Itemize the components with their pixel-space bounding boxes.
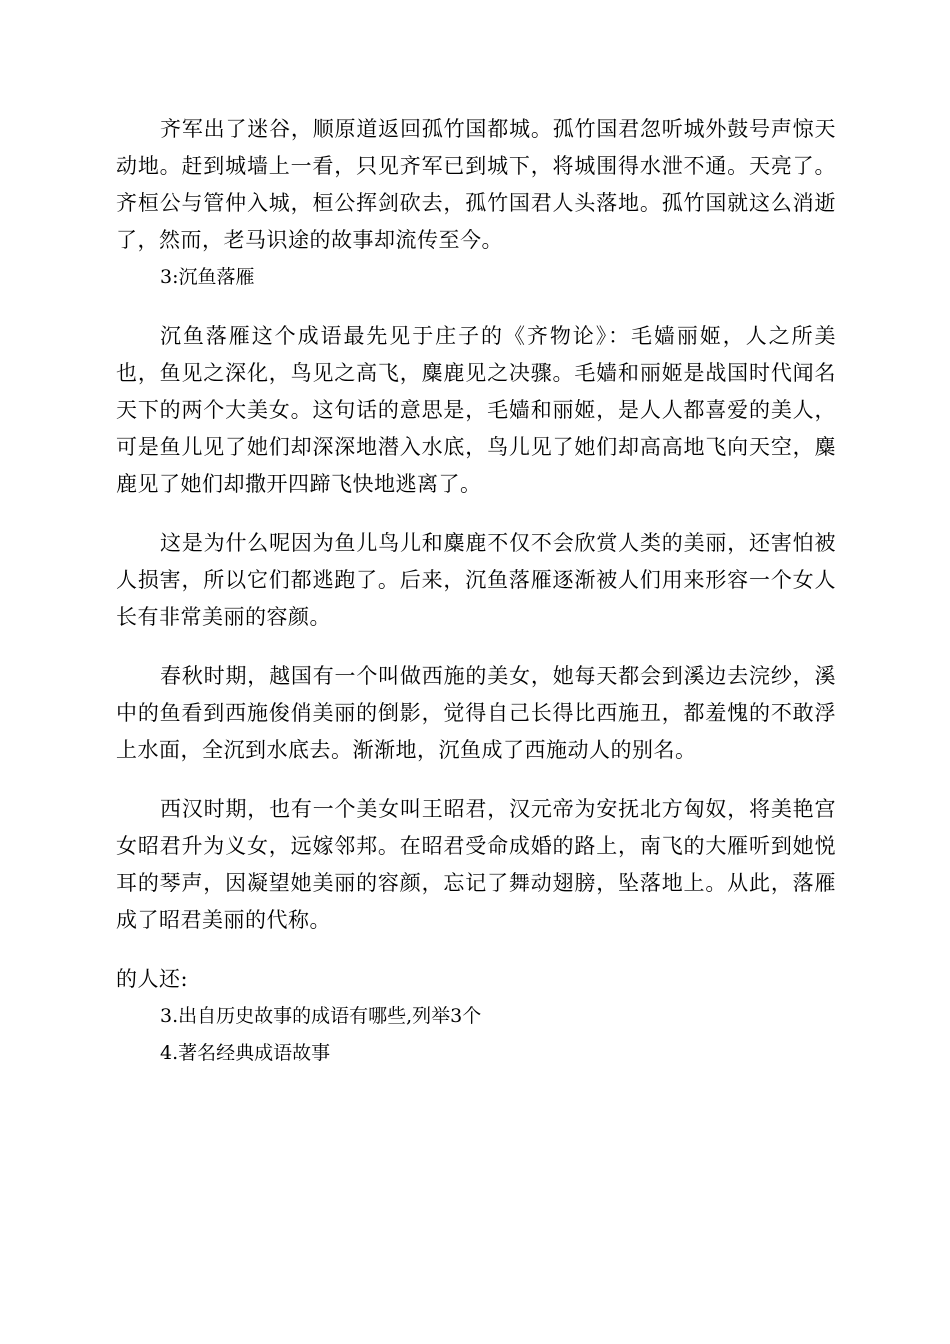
paragraph-chenyu-explanation: 这是为什么呢因为鱼儿鸟儿和麋鹿不仅不会欣赏人类的美丽，还害怕被人损害，所以它们都逃跑了。后来，沉鱼落雁逐渐被人们用来形容一个女人长有非常美丽的容颜。 <box>116 531 836 629</box>
paragraph-xishi: 春秋时期，越国有一个叫做西施的美女，她每天都会到溪边去浣纱，溪中的鱼看到西施俊俏美丽的倒影，觉得自己长得比西施丑，都羞愧的不敢浮上水面，全沉到水底去。渐渐地，沉鱼成了西施动人的别名。 <box>116 664 836 762</box>
paragraph-old-horse: 齐军出了迷谷，顺原道返回孤竹国都城。孤竹国君忽听城外鼓号声惊天动地。赶到城墙上一看，只见齐军已到城下，将城围得水泄不通。天亮了。齐桓公与管仲入城，桓公挥剑砍去，孤竹国君人头落地。孤竹国就这么消逝了，然而，老马识途的故事却流传至今。 <box>116 117 836 252</box>
document-page <box>116 111 836 1072</box>
related-link-classic-idiom-stories[interactable]: 4.著名经典成语故事 <box>160 1042 331 1064</box>
related-label: 的人还: <box>116 967 189 991</box>
section-heading-chenyu-luoyan: 3:沉鱼落雁 <box>160 266 255 288</box>
paragraph-chenyu-origin: 沉鱼落雁这个成语最先见于庄子的《齐物论》：毛嫱丽姬，人之所美也，鱼见之深化，鸟见之高飞，麋鹿见之决骤。毛嫱和丽姬是战国时代闻名天下的两个大美女。这句话的意思是，毛嫱和丽姬，是人人都喜爱的美人，可是鱼儿见了她们却深深地潜入水底，鸟儿见了她们却高高地飞向天空，麋鹿见了她们却撒开四蹄飞快地逃离了。 <box>116 324 836 496</box>
paragraph-zhaojun: 西汉时期，也有一个美女叫王昭君，汉元帝为安抚北方匈奴，将美艳宫女昭君升为义女，远嫁邻邦。在昭君受命成婚的路上，南飞的大雁听到她悦耳的琴声，因凝望她美丽的容颜，忘记了舞动翅膀，坠落地上。从此，落雁成了昭君美丽的代称。 <box>116 797 836 932</box>
related-link-historical-idioms[interactable]: 3.出自历史故事的成语有哪些,列举3个 <box>160 1005 482 1027</box>
